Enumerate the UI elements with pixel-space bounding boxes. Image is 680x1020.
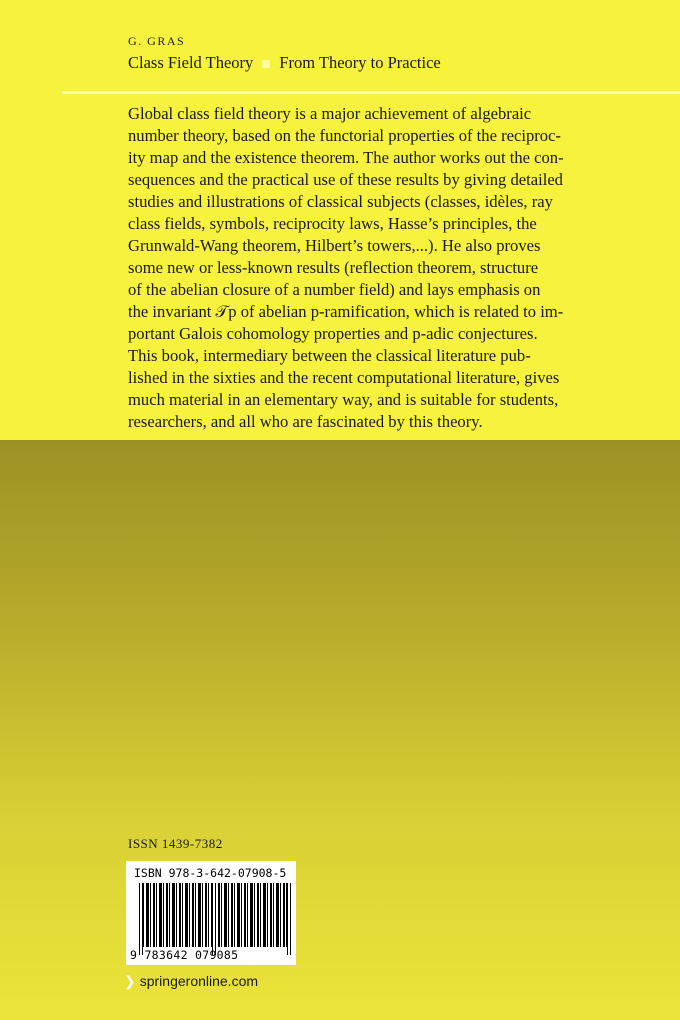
blurb-line: Grunwald-Wang theorem, Hilbert’s towers,...). He also proves	[128, 236, 541, 255]
blurb-line: portant Galois cohomology properties and p-adic conjectures.	[128, 324, 538, 343]
book-subtitle: From Theory to Practice	[279, 53, 441, 72]
blurb-line: lished in the sixties and the recent computational literature, gives	[128, 368, 560, 387]
isbn-label: ISBN 978-3-642-07908-5	[134, 866, 287, 880]
blurb-line: This book, intermediary between the classical literature pub-	[128, 346, 531, 365]
back-cover-blurb	[128, 103, 628, 433]
publisher-url: springeronline.com	[139, 973, 259, 989]
blurb-line: class fields, symbols, reciprocity laws, Hasse’s principles, the	[128, 214, 537, 233]
book-title: Class Field Theory	[128, 53, 254, 72]
barcode-bars	[140, 883, 290, 947]
blurb-line: ity map and the existence theorem. The author works out the con-	[128, 148, 564, 167]
bottom-gradient-band	[0, 440, 680, 1020]
publisher-link[interactable]	[124, 973, 258, 990]
blurb-line: the invariant 𝒯p of abelian p-ramification, which is related to im-	[128, 302, 564, 321]
blurb-line: sequences and the practical use of these results by giving detailed	[128, 170, 563, 189]
author-name: G. GRAS	[128, 34, 186, 48]
barcode-guard-middle	[212, 883, 216, 955]
blurb-line: number theory, based on the functorial properties of the reciproc-	[128, 126, 561, 145]
chevron-right-icon: ❯	[124, 973, 136, 989]
blurb-line: Global class field theory is a major achievement of algebraic	[128, 104, 532, 123]
blurb-line: researchers, and all who are fascinated by this theory.	[128, 412, 483, 431]
issn-number: ISSN 1439-7382	[128, 836, 223, 851]
barcode-digits: 9 783642 079085	[130, 948, 239, 962]
blurb-line: studies and illustrations of classical subjects (classes, idèles, ray	[128, 192, 553, 211]
header-rule	[62, 91, 680, 94]
square-separator-icon	[262, 60, 270, 68]
barcode-guard-left	[139, 883, 143, 955]
blurb-line: some new or less-known results (reflection theorem, structure	[128, 258, 539, 277]
book-title-line	[128, 53, 441, 73]
blurb-line: much material in an elementary way, and is suitable for students,	[128, 390, 559, 409]
isbn-barcode	[126, 861, 296, 965]
blurb-line: of the abelian closure of a number field) and lays emphasis on	[128, 280, 541, 299]
barcode-guard-right	[287, 883, 291, 955]
